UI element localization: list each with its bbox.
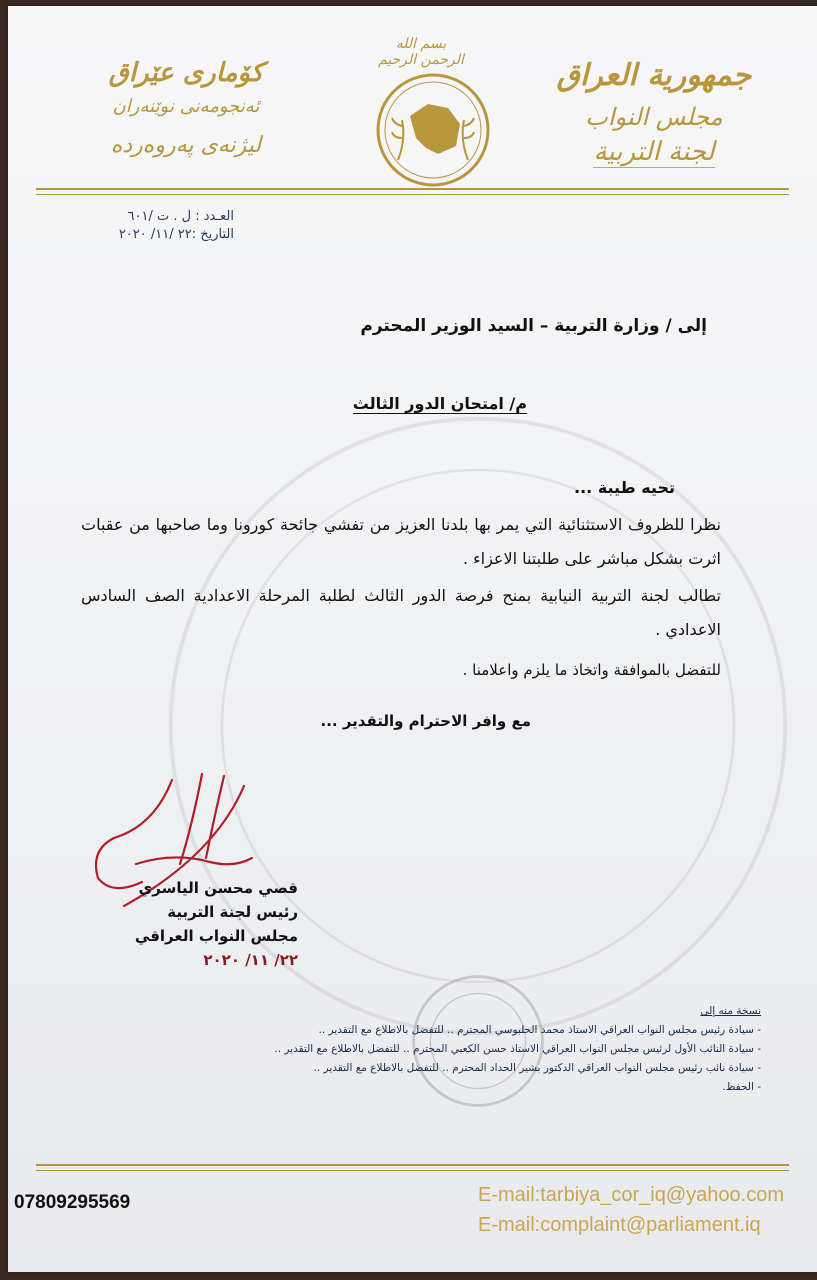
council-name: مجلس النواب	[585, 103, 723, 131]
header-arabic	[539, 58, 769, 168]
signatory-name: قصي محسن الياسري	[138, 879, 298, 897]
country-name-kurdish: كۆماری عێراق	[108, 58, 264, 88]
body-paragraph-1: نظرا للظروف الاستثنائية التي يمر بها بلدنا العزيز من تفشي جائحة كورونا وما صاحبها من عقبات اثرت بشكل مباشر على طلبتنا الاعزاء .	[81, 515, 721, 568]
footer-divider-thin	[36, 1170, 789, 1171]
header-divider-thin	[36, 194, 789, 195]
copy-item: - سيادة رئيس مجلس النواب العراقي الاستاذ محمد الحلبوسي المحترم .. للتفضل بالاطلاع مع التقدير ..	[318, 1024, 761, 1036]
signatory-block	[88, 876, 298, 972]
recipient-line: إلى / وزارة التربية – السيد الوزير المحترم	[360, 316, 707, 336]
closing-regards: مع وافر الاحترام والتقدير ...	[320, 712, 531, 730]
footer-emails	[478, 1180, 784, 1240]
basmala: بسم الله الرحمن الرحيم	[378, 36, 464, 68]
reference-number: العـدد : ل . ت /٦٠١	[127, 209, 234, 224]
signature-date: ٢٢/ ١١/ ٢٠٢٠	[203, 951, 298, 969]
council-name-kurdish: ئەنجومەنی نوێنەران	[112, 96, 260, 117]
reference-date: التاريخ :٢٢ /١١/ ٢٠٢٠	[118, 227, 234, 242]
copy-item: - الحفظ.	[722, 1081, 761, 1093]
body-paragraph-2: تطالب لجنة التربية النيابية بمنح فرصة الدور الثالث لطلبة المرحلة الاعدادية الصف السادس الاعدادي .	[81, 586, 721, 639]
greeting: تحيه طيبة ...	[574, 478, 675, 497]
committee-name-kurdish: لیژنەی پەروەردە	[110, 133, 262, 158]
signatory-title: رئيس لجنة التربية	[167, 903, 298, 921]
header-kurdish	[76, 58, 296, 158]
letter-page	[8, 6, 817, 1272]
footer-divider	[36, 1164, 789, 1166]
subject-line: م/ امتحان الدور الثالث	[352, 394, 527, 413]
footer-phone: 07809295569	[14, 1192, 131, 1213]
copy-item: - سيادة النائب الأول لرئيس مجلس النواب العراقي الاستاذ حسن الكعبي المحترم .. للتفضل بالاطلاع مع التقدير ..	[274, 1043, 761, 1055]
header-divider	[36, 188, 789, 190]
reference-block	[64, 208, 234, 244]
closing-request: للتفضل بالموافقة واتخاذ ما يلزم واعلامنا .	[462, 661, 721, 679]
country-name: جمهورية العراق	[556, 58, 752, 93]
footer-email-2: E-mail:complaint@parliament.iq	[478, 1214, 761, 1236]
signatory-org: مجلس النواب العراقي	[134, 927, 298, 945]
copies-heading: نسخة منه إلى	[700, 1005, 761, 1017]
copy-item: - سيادة نائب رئيس مجلس النواب العراقي الدكتور بشير الحداد المحترم .. للتفضل بالاطلاع مع التقدير ..	[313, 1062, 761, 1074]
parliament-emblem-icon	[368, 68, 498, 192]
committee-name: لجنة التربية	[593, 137, 715, 167]
footer-email-1: E-mail:tarbiya_cor_iq@yahoo.com	[478, 1184, 784, 1206]
copies-list	[161, 1002, 761, 1097]
